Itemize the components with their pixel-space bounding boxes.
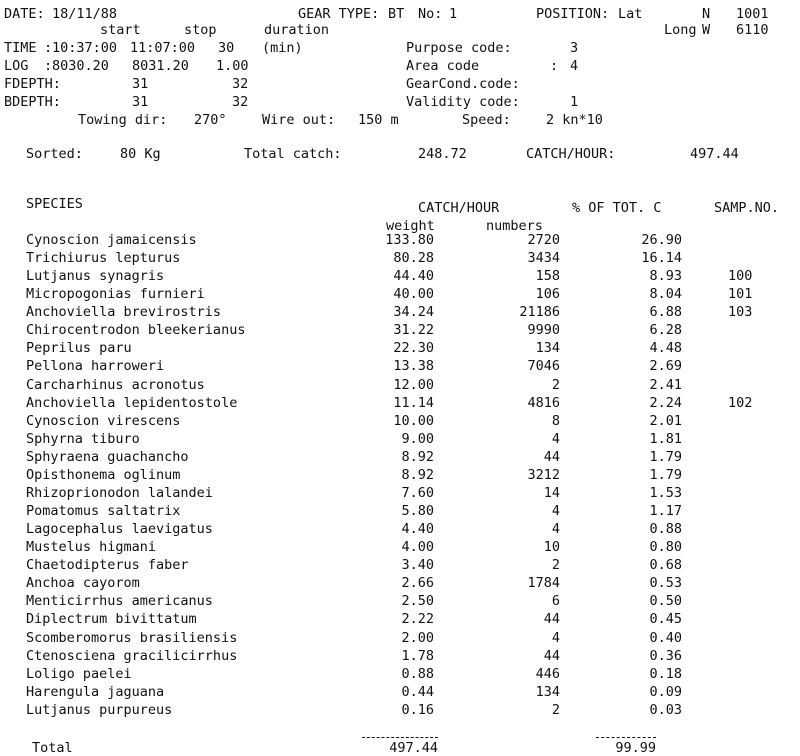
numbers-value: 134 (535, 340, 560, 356)
pct-value: 0.80 (649, 539, 682, 555)
weight-value: 2.66 (401, 575, 434, 591)
pct-value: 6.88 (649, 304, 682, 320)
weight-value: 22.30 (393, 340, 434, 356)
numbers-value: 21186 (519, 304, 560, 320)
species-name: Carcharhinus acronotus (26, 377, 205, 393)
numbers-value: 9990 (527, 322, 560, 338)
fdepth-label: FDEPTH: (4, 76, 61, 92)
species-name: Anchoa cayorom (26, 575, 140, 591)
col-start-header: start (100, 22, 141, 38)
species-name: Anchoviella brevirostris (26, 304, 222, 320)
pct-value: 2.41 (649, 377, 682, 393)
weight-value: 40.00 (393, 286, 434, 302)
speed-label: Speed: (462, 112, 511, 128)
catch-hour-value: 497.44 (690, 146, 739, 162)
numbers-value: 4 (551, 630, 560, 646)
position-label: POSITION: (536, 6, 610, 22)
numbers-value: 4 (551, 521, 560, 537)
weight-value: 34.24 (393, 304, 434, 320)
validity-label: Validity code: (406, 94, 520, 110)
species-name: Ctenosciena gracilicirrhus (26, 648, 238, 664)
pct-value: 1.79 (649, 467, 682, 483)
weight-value: 1.78 (401, 648, 434, 664)
total-pct: 99.99 (615, 740, 656, 756)
weight-value: 4.00 (401, 539, 434, 555)
total-catch-value: 248.72 (418, 146, 467, 162)
pct-value: 16.14 (641, 250, 682, 266)
species-name: Cynoscion jamaicensis (26, 232, 197, 248)
pct-value: 0.09 (649, 684, 682, 700)
numbers-value: 106 (535, 286, 560, 302)
catch-hour-label: CATCH/HOUR: (526, 146, 616, 162)
weight-value: 8.92 (401, 467, 434, 483)
time-start: 10:37:00 (52, 40, 118, 56)
gear-type-value: BT (388, 6, 405, 22)
species-name: Lutjanus purpureus (26, 702, 173, 718)
weight-value: 2.50 (401, 593, 434, 609)
species-name: Trichiurus lepturus (26, 250, 181, 266)
weight-value: 13.38 (393, 358, 434, 374)
numbers-value: 4816 (527, 395, 560, 411)
pct-value: 6.28 (649, 322, 682, 338)
time-stop: 11:07:00 (130, 40, 196, 56)
numbers-value: 4 (551, 431, 560, 447)
samp-value: 101 (728, 286, 753, 302)
pct-value: 26.90 (641, 232, 682, 248)
samp-header: SAMP.NO. (714, 200, 780, 216)
numbers-value: 44 (543, 611, 560, 627)
species-name: Scomberomorus brasiliensis (26, 630, 238, 646)
date-label: DATE: (4, 6, 45, 22)
date-value: 18/11/88 (52, 6, 118, 22)
total-catch-label: Total catch: (244, 146, 342, 162)
weight-total-rule (362, 737, 438, 738)
numbers-value: 8 (551, 413, 560, 429)
weight-value: 9.00 (401, 431, 434, 447)
long-value: 6110 (736, 22, 769, 38)
weight-value: 8.92 (401, 449, 434, 465)
species-name: Loligo paelei (26, 666, 132, 682)
total-label: Total (32, 740, 73, 756)
bdepth-start: 31 (132, 94, 149, 110)
pct-value: 1.53 (649, 485, 682, 501)
pct-value: 0.68 (649, 557, 682, 573)
pct-value: 2.24 (649, 395, 682, 411)
weight-value: 3.40 (401, 557, 434, 573)
towing-dir-value: 270° (194, 112, 227, 128)
numbers-value: 3212 (527, 467, 560, 483)
log-start: 8030.20 (52, 58, 109, 74)
weight-value: 133.80 (385, 232, 434, 248)
pct-value: 2.69 (649, 358, 682, 374)
pct-value: 0.53 (649, 575, 682, 591)
weight-value: 5.80 (401, 503, 434, 519)
sorted-value: 80 Kg (120, 146, 161, 162)
long-label: Long (664, 22, 697, 38)
numbers-value: 14 (543, 485, 560, 501)
species-name: Cynoscion virescens (26, 413, 181, 429)
lat-hemisphere: N (702, 6, 711, 22)
numbers-value: 1784 (527, 575, 560, 591)
numbers-value: 6 (551, 593, 560, 609)
time-unit: (min) (262, 40, 303, 56)
gearcond-label: GearCond.code: (406, 76, 520, 92)
bdepth-label: BDEPTH: (4, 94, 61, 110)
weight-value: 0.16 (401, 702, 434, 718)
weight-value: 2.22 (401, 611, 434, 627)
pct-header: % OF TOT. C (572, 200, 662, 216)
species-name: Diplectrum bivittatum (26, 611, 197, 627)
towing-dir-label: Towing dir: (78, 112, 168, 128)
species-name: Anchoviella lepidentostole (26, 395, 238, 411)
species-name: Mustelus higmani (26, 539, 157, 555)
pct-value: 8.04 (649, 286, 682, 302)
pct-value: 1.17 (649, 503, 682, 519)
col-stop-header: stop (184, 22, 217, 38)
species-name: Rhizoprionodon lalandei (26, 485, 213, 501)
numbers-value: 4 (551, 503, 560, 519)
species-name: Lutjanus synagris (26, 268, 165, 284)
fdepth-stop: 32 (232, 76, 249, 92)
weight-value: 12.00 (393, 377, 434, 393)
numbers-value: 10 (543, 539, 560, 555)
numbers-value: 44 (543, 648, 560, 664)
species-name: Chaetodipterus faber (26, 557, 189, 573)
numbers-value: 2720 (527, 232, 560, 248)
pct-value: 0.36 (649, 648, 682, 664)
samp-value: 103 (728, 304, 753, 320)
weight-value: 10.00 (393, 413, 434, 429)
pct-value: 0.40 (649, 630, 682, 646)
species-name: Micropogonias furnieri (26, 286, 205, 302)
pct-value: 0.50 (649, 593, 682, 609)
pct-value: 1.79 (649, 449, 682, 465)
weight-value: 0.88 (401, 666, 434, 682)
weight-header: weight (386, 218, 435, 234)
log-stop: 8031.20 (132, 58, 189, 74)
pct-total-rule (596, 737, 656, 738)
total-weight: 497.44 (389, 740, 438, 756)
numbers-value: 134 (535, 684, 560, 700)
weight-value: 4.40 (401, 521, 434, 537)
weight-value: 11.14 (393, 395, 434, 411)
species-name: Pomatomus saltatrix (26, 503, 181, 519)
pct-value: 8.93 (649, 268, 682, 284)
numbers-value: 158 (535, 268, 560, 284)
numbers-value: 446 (535, 666, 560, 682)
fdepth-start: 31 (132, 76, 149, 92)
weight-value: 7.60 (401, 485, 434, 501)
log-label: LOG (4, 58, 29, 74)
catch-hour-header: CATCH/HOUR (418, 200, 500, 216)
weight-value: 0.44 (401, 684, 434, 700)
purpose-code-label: Purpose code: (406, 40, 512, 56)
area-code-label: Area code (406, 58, 480, 74)
samp-value: 102 (728, 395, 753, 411)
species-name: Chirocentrodon bleekerianus (26, 322, 246, 338)
wire-out-value: 150 m (358, 112, 399, 128)
area-code-value: 4 (570, 58, 579, 74)
species-name: Peprilus paru (26, 340, 132, 356)
sorted-label: Sorted: (26, 146, 83, 162)
time-duration: 30 (218, 40, 235, 56)
weight-value: 44.40 (393, 268, 434, 284)
long-hemisphere: W (702, 22, 711, 38)
species-name: Harengula jaguana (26, 684, 165, 700)
gear-type-label: GEAR TYPE: (298, 6, 380, 22)
numbers-value: 44 (543, 449, 560, 465)
log-duration: 1.00 (216, 58, 249, 74)
numbers-value: 2 (551, 557, 560, 573)
species-name: Lagocephalus laevigatus (26, 521, 213, 537)
numbers-value: 3434 (527, 250, 560, 266)
time-label: TIME (4, 40, 37, 56)
wire-out-label: Wire out: (262, 112, 336, 128)
col-duration-header: duration (264, 22, 330, 38)
species-header: SPECIES (26, 196, 83, 212)
purpose-code-value: 3 (570, 40, 579, 56)
numbers-value: 2 (551, 702, 560, 718)
pct-value: 0.18 (649, 666, 682, 682)
pct-value: 4.48 (649, 340, 682, 356)
samp-value: 100 (728, 268, 753, 284)
bdepth-stop: 32 (232, 94, 249, 110)
pct-value: 0.03 (649, 702, 682, 718)
weight-value: 31.22 (393, 322, 434, 338)
numbers-value: 2 (551, 377, 560, 393)
pct-value: 0.88 (649, 521, 682, 537)
pct-value: 2.01 (649, 413, 682, 429)
gear-no-label: No: (418, 6, 443, 22)
speed-value: 2 kn*10 (546, 112, 603, 128)
weight-value: 2.00 (401, 630, 434, 646)
pct-value: 1.81 (649, 431, 682, 447)
gear-no-value: 1 (449, 6, 458, 22)
validity-value: 1 (570, 94, 579, 110)
lat-value: 1001 (736, 6, 769, 22)
species-name: Menticirrhus americanus (26, 593, 213, 609)
lat-label: Lat (618, 6, 643, 22)
species-name: Sphyraena guachancho (26, 449, 189, 465)
species-name: Pellona harroweri (26, 358, 165, 374)
species-name: Opisthonema oglinum (26, 467, 181, 483)
weight-value: 80.28 (393, 250, 434, 266)
numbers-value: 7046 (527, 358, 560, 374)
species-name: Sphyrna tiburo (26, 431, 140, 447)
numbers-header: numbers (486, 218, 543, 234)
pct-value: 0.45 (649, 611, 682, 627)
